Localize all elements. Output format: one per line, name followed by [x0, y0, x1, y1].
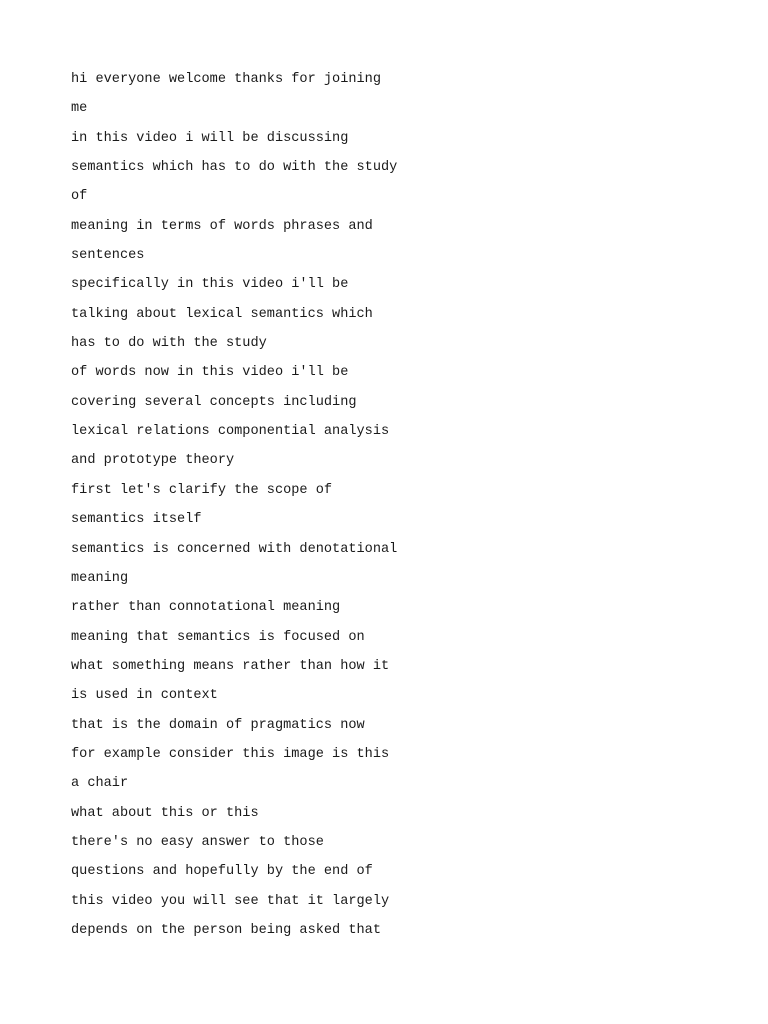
transcript-line: specifically in this video i'll be: [71, 277, 349, 293]
transcript-line: depends on the person being asked that: [71, 922, 381, 938]
transcript-line: meaning in terms of words phrases and: [71, 218, 373, 234]
transcript-line: hi everyone welcome thanks for joining: [71, 72, 381, 87]
transcript-line: this video you will see that it largely: [71, 893, 390, 909]
transcript-line: that is the domain of pragmatics now: [71, 717, 365, 733]
transcript-line: meaning that semantics is focused on: [71, 629, 365, 645]
transcript-line: meaning: [71, 570, 129, 586]
transcript-line: sentences: [71, 248, 145, 264]
transcript-line: rather than connotational meaning: [71, 600, 341, 616]
transcript-line: and prototype theory: [71, 453, 235, 469]
transcript-line: what about this or this: [71, 805, 259, 821]
transcript-line: is used in context: [71, 688, 218, 704]
transcript-line: of: [71, 189, 88, 205]
transcript-line: semantics is concerned with denotational: [71, 541, 398, 557]
transcript-line: has to do with the study: [71, 336, 267, 352]
transcript-line: semantics itself: [71, 512, 202, 528]
transcript-line: covering several concepts including: [71, 394, 357, 410]
transcript-line: for example consider this image is this: [71, 746, 390, 762]
transcript-line: a chair: [71, 776, 129, 792]
transcript-line: lexical relations componential analysis: [71, 424, 390, 440]
transcript-text: [71, 70, 397, 950]
transcript-line: in this video i will be discussing: [71, 130, 349, 146]
transcript-line: semantics which has to do with the study: [71, 160, 398, 176]
transcript-line: talking about lexical semantics which: [71, 306, 373, 322]
transcript-line: what something means rather than how it: [71, 658, 390, 674]
transcript-line: questions and hopefully by the end of: [71, 864, 373, 880]
transcript-line: there's no easy answer to those: [71, 834, 324, 850]
transcript-line: me: [71, 101, 88, 117]
transcript-line: first let's clarify the scope of: [71, 482, 333, 498]
transcript-line: of words now in this video i'll be: [71, 365, 349, 381]
